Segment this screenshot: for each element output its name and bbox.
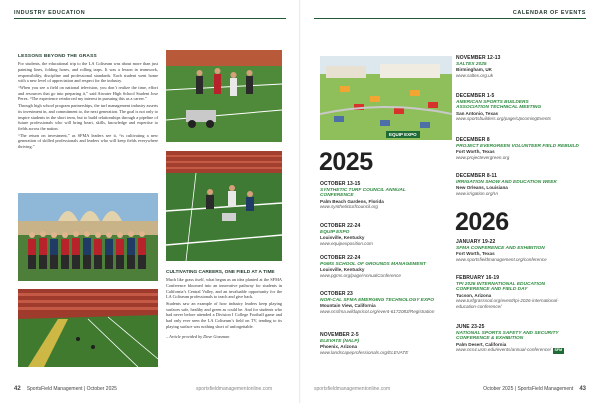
event-item <box>456 240 588 262</box>
event-location: Fort Worth, Texas <box>456 251 495 257</box>
event-item <box>320 333 452 355</box>
article-credit: – Article provided by Dave Gossman <box>166 333 230 339</box>
event-date: DECEMBER 8-11 <box>456 173 498 179</box>
event-name: ELEVATE (NALP) <box>320 338 359 344</box>
header-rule-right <box>314 18 586 19</box>
event-location: Phoenix, Arizona <box>320 344 358 350</box>
photo-equip-expo <box>320 56 452 140</box>
footer-url-left[interactable]: sportsfieldmanagementonline.com <box>196 386 273 392</box>
event-date: JUNE 23-25 <box>456 324 485 330</box>
article-column-center <box>166 270 282 340</box>
section-header-right: CALENDAR OF EVENTS <box>512 10 586 16</box>
event-name: EQUIP EXPO <box>320 229 350 235</box>
event-name: SALTEX 2025 <box>456 61 487 67</box>
event-date: DECEMBER 8 <box>456 137 490 143</box>
event-date: OCTOBER 23 <box>320 291 353 297</box>
event-link[interactable]: www.sportsfieldmanagement.org/conference <box>456 256 547 262</box>
event-location: Birmingham, UK <box>456 67 492 73</box>
year-heading-2025: 2025 <box>319 148 373 176</box>
event-name: NATIONAL SPORTS SAFETY AND SECURITY CONFERENCE & EXHIBITION <box>456 330 559 342</box>
article-paragraph: Through high school program partnerships, the turf management industry asserts its investment in, and commitment to, the next generation. The goal is not only to inspire students in the short term, but to build relationships through a pipeline of future professionals who will bring heart, skills, knowledge and expertise to fields across the nation. <box>18 103 158 131</box>
event-link[interactable]: www.pgms.org/page/AnnualConference <box>320 272 401 278</box>
event-link[interactable]: www.irrigation.org/IA <box>456 190 499 196</box>
article-paragraph: Students saw an example of how industry leaders keep playing surfaces safe, healthy and green as could be. And for students who had never before attended a Division I College Football game and had only ever seen the LA Coliseum’s field on TV, tending to its playing surface was nothing short of unforgettable. <box>166 301 282 329</box>
event-item <box>456 276 588 310</box>
event-date: NOVEMBER 2-5 <box>320 332 359 338</box>
photo-field-painting <box>166 151 282 261</box>
event-name: SFMA CONFERENCE AND EXHIBITION <box>456 245 545 251</box>
event-name: PROJECT EVERGREEN VOLUNTEER FIELD REBUILD <box>456 143 579 149</box>
page-number-right: 43 <box>579 386 586 392</box>
event-name: IRRIGATION SHOW AND EDUCATION WEEK <box>456 179 557 185</box>
photo-caption-badge: EQUIP EXPO <box>386 131 420 138</box>
section-heading: CULTIVATING CAREERS, ONE FIELD AT A TIME <box>166 270 275 275</box>
event-item <box>456 56 588 78</box>
footer-publication-left: SportsField Management | October 2025 <box>26 386 117 392</box>
event-item <box>456 174 588 196</box>
footer-url-right[interactable]: sportsfieldmanagementonline.com <box>314 386 391 392</box>
photo-coliseum-field <box>18 289 158 367</box>
event-link[interactable]: www.landscapeprofessionals.org/ELEVATE <box>320 349 409 355</box>
event-item <box>456 325 588 354</box>
event-name: TPI 2026 INTERNATIONAL EDUCATION CONFERENCE AND FIELD DAY <box>456 281 546 293</box>
footer-publication-right: October 2025 | SportsField Management <box>483 386 574 392</box>
event-location: Tucson, Arizona <box>456 292 492 298</box>
event-date: NOVEMBER 12-13 <box>456 55 501 61</box>
page-spine <box>299 0 301 403</box>
event-link[interactable] <box>456 347 588 354</box>
event-link[interactable]: www.projectevergreen.org <box>456 154 510 160</box>
event-location: New Orleans, Louisiana <box>456 185 508 191</box>
event-date: OCTOBER 13-15 <box>320 181 361 187</box>
event-location: Palm Beach Gardens, Florida <box>320 198 384 204</box>
event-location: Mountain View, California <box>320 303 376 309</box>
event-link[interactable]: www.sportsbuilders.org/page/UpcomingEvents <box>456 116 551 122</box>
event-date: JANUARY 19-22 <box>456 239 496 245</box>
event-item <box>456 138 588 160</box>
event-date: OCTOBER 22-24 <box>320 223 361 229</box>
event-location: San Antonio, Texas <box>456 110 499 116</box>
event-name: SYNTHETIC TURF COUNCIL ANNUAL CONFERENCE <box>320 187 406 199</box>
footer-left <box>14 386 117 392</box>
header-rule-left <box>14 18 286 19</box>
event-link[interactable]: www.ncsfma.wildapricot.org/event-6172083/Registration <box>320 308 435 314</box>
event-date: DECEMBER 1-5 <box>456 93 495 99</box>
event-item <box>320 182 452 210</box>
page-number-left: 42 <box>14 386 21 392</box>
event-location: Palm Desert, California <box>456 341 507 347</box>
photo-students-field-work <box>166 50 282 142</box>
event-link[interactable]: www.saltex.org.uk <box>456 72 494 78</box>
event-link[interactable]: www.syntheticturfcouncil.org <box>320 204 378 210</box>
section-header-left: INDUSTRY EDUCATION <box>14 10 86 16</box>
article-paragraph: “When you see a field on national television, you don’t realize the time, effort and resources that go into preparing it,” said Atwater High School Student Jose Perez. “The experience reinforced my interest in pursuing this as a career.” <box>18 85 158 102</box>
event-item <box>320 256 452 278</box>
event-link-text[interactable]: www.ncs4.usm.edu/events/annual-conference/ <box>456 347 551 353</box>
sfm-end-mark: SFM <box>554 348 563 353</box>
event-name: AMERICAN SPORTS BUILDERS ASSOCIATION TECHNICAL MEETING <box>456 99 542 111</box>
event-date: FEBRUARY 16-19 <box>456 275 500 281</box>
event-location: Louisville, Kentucky <box>320 267 365 273</box>
event-name: PGMS SCHOOL OF GROUNDS MANAGEMENT <box>320 261 426 267</box>
event-location: Fort Worth, Texas <box>456 149 495 155</box>
section-heading: LESSONS BEYOND THE GRASS <box>18 54 97 59</box>
event-location: Louisville, Kentucky <box>320 235 365 241</box>
article-paragraph: Much like grass itself, what began as an idea planted at the SFMA Conference bloomed into an innovative pathway for students in California’s Central Valley, and an invaluable opportunity for the LA Coliseum professionals to teach and give back. <box>166 277 282 300</box>
year-heading-2026: 2026 <box>455 208 509 236</box>
event-name: NOR-CAL SFMA EMERGING TECHNOLOGY EXPO <box>320 297 434 303</box>
article-paragraph: For students, the educational trip to the LA Coliseum was about more than just painting lines, folding hoses, and rolling tarps. It was a lesson in teamwork, responsibility, discipline and professional standards. Each student went home with a new level of appreciation and respect for the industry. <box>18 61 158 84</box>
article-column-left <box>18 54 158 151</box>
article-paragraph: “The return on investment,” as SFMA leaders see it, “is cultivating a new generation of skilled professionals and leaders who will keep fields everywhere thriving.” <box>18 132 158 150</box>
event-link[interactable]: www.equipexposition.com <box>320 240 373 246</box>
event-date: OCTOBER 22-24 <box>320 255 361 261</box>
event-item <box>456 94 588 122</box>
footer-right <box>483 386 586 392</box>
event-link[interactable]: www.turfgrasssod.org/event/tpi-2026-international-education-conference/ <box>456 298 559 309</box>
event-item <box>320 224 452 246</box>
photo-students-group <box>18 193 158 281</box>
event-item <box>320 292 452 314</box>
